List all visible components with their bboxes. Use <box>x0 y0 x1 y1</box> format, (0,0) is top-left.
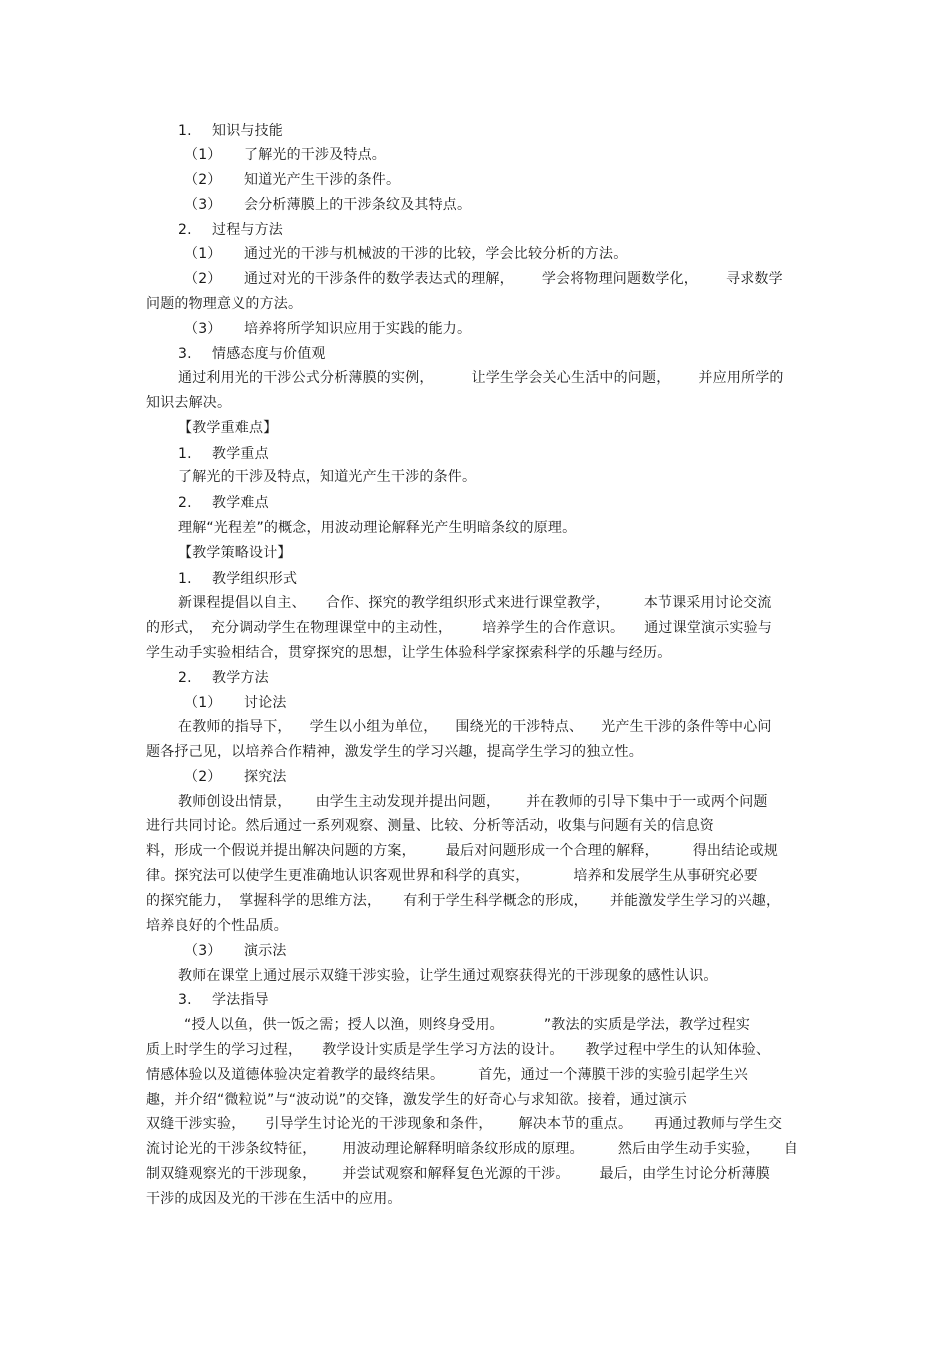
paragraph-line: 进行共同讨论。然后通过一系列观察、测量、比较、分析等活动，收集与问题有关的信息资 <box>146 818 714 834</box>
list-item: （3） 会分析薄膜上的干涉条纹及其特点。 <box>184 197 472 213</box>
paragraph-line: 趣，并介绍“微粒说”与“波动说”的交锋，激发学生的好奇心与求知欲。接着，通过演示 <box>146 1092 688 1108</box>
paragraph-line: 双缝干涉实验， 引导学生讨论光的干涉现象和条件， 解决本节的重点。 再通过教师与学生交 <box>146 1116 783 1132</box>
paragraph-line: 通过利用光的干涉公式分析薄膜的实例， 让学生学会关心生活中的问题， 并应用所学的 <box>178 370 784 386</box>
paragraph-line: 知识去解决。 <box>146 395 232 411</box>
list-item: （1） 讨论法 <box>184 695 287 711</box>
paragraph-line: 的探究能力， 掌握科学的思维方法， 有利于学生科学概念的形成， 并能激发学生学习的兴趣， <box>146 893 781 909</box>
list-item: （2） 知道光产生干涉的条件。 <box>184 172 401 188</box>
heading-knowledge-skills: 1. 知识与技能 <box>178 123 283 139</box>
paragraph-line: 培养良好的个性品质。 <box>146 918 288 934</box>
paragraph-line: 理解“光程差”的概念，用波动理论解释光产生明暗条纹的原理。 <box>178 520 577 536</box>
heading-teaching-methods: 2. 教学方法 <box>178 670 269 686</box>
paragraph-line: 了解光的干涉及特点，知道光产生干涉的条件。 <box>178 469 477 485</box>
section-title-key-difficult-points: 【教学重难点】 <box>178 420 278 436</box>
paragraph-line: 新课程提倡以自主、 合作、探究的教学组织形式来进行课堂教学， 本节课采用讨论交流 <box>178 595 772 611</box>
paragraph-line: 教师创设出情景， 由学生主动发现并提出问题， 并在教师的引导下集中于一或两个问题 <box>178 794 768 810</box>
paragraph-line: 干涉的成因及光的干涉在生活中的应用。 <box>146 1191 402 1207</box>
paragraph-line: “授人以鱼，供一饭之需；授人以渔，则终身受用。 ”教法的实质是学法，教学过程实 <box>184 1017 751 1033</box>
paragraph-line: 题各抒己见，以培养合作精神，激发学生的学习兴趣，提高学生学习的独立性。 <box>146 744 643 760</box>
list-item: （1） 了解光的干涉及特点。 <box>184 147 386 163</box>
paragraph-line: 制双缝观察光的干涉现象， 并尝试观察和解释复色光源的干涉。 最后，由学生讨论分析薄膜 <box>146 1166 771 1182</box>
section-title-strategy-design: 【教学策略设计】 <box>178 545 292 561</box>
heading-teaching-focus: 1. 教学重点 <box>178 446 269 462</box>
heading-organization-form: 1. 教学组织形式 <box>178 571 298 587</box>
paragraph-line: 质上时学生的学习过程， 教学设计实质是学生学习方法的设计。 教学过程中学生的认知体验、 <box>146 1042 771 1058</box>
paragraph-line: 问题的物理意义的方法。 <box>146 296 303 312</box>
paragraph-line: 学生动手实验相结合，贯穿探究的思想，让学生体验科学家探索科学的乐趣与经历。 <box>146 645 672 661</box>
list-item: （3） 培养将所学知识应用于实践的能力。 <box>184 321 472 337</box>
list-item: （2） 探究法 <box>184 769 287 785</box>
paragraph-line: 料，形成一个假说并提出解决问题的方案， 最后对问题形成一个合理的解释， 得出结论或规 <box>146 843 779 859</box>
paragraph-line: 的形式， 充分调动学生在物理课堂中的主动性， 培养学生的合作意识。 通过课堂演示实验与 <box>146 620 773 636</box>
list-item: （3） 演示法 <box>184 943 287 959</box>
heading-teaching-difficulty: 2. 教学难点 <box>178 495 269 511</box>
heading-process-method: 2. 过程与方法 <box>178 222 283 238</box>
paragraph-line: 流讨论光的干涉条纹特征， 用波动理论解释明暗条纹形成的原理。 然后由学生动手实验， 自 <box>146 1141 799 1157</box>
paragraph-line: 在教师的指导下， 学生以小组为单位， 围绕光的干涉特点、 光产生干涉的条件等中心问 <box>178 719 772 735</box>
list-item: （2） 通过对光的干涉条件的数学表达式的理解， 学会将物理问题数学化， 寻求数学 <box>184 271 783 287</box>
paragraph-line: 教师在课堂上通过展示双缝干涉实验，让学生通过观察获得光的干涉现象的感性认识。 <box>178 968 718 984</box>
paragraph-line: 情感体验以及道德体验决定着教学的最终结果。 首先，通过一个薄膜干涉的实验引起学生兴 <box>146 1067 749 1083</box>
heading-attitude-values: 3. 情感态度与价值观 <box>178 346 326 362</box>
paragraph-line: 律。探究法可以使学生更准确地认识客观世界和科学的真实， 培养和发展学生从事研究必要 <box>146 868 759 884</box>
heading-learning-guidance: 3. 学法指导 <box>178 992 269 1008</box>
list-item: （1） 通过光的干涉与机械波的干涉的比较，学会比较分析的方法。 <box>184 246 628 262</box>
